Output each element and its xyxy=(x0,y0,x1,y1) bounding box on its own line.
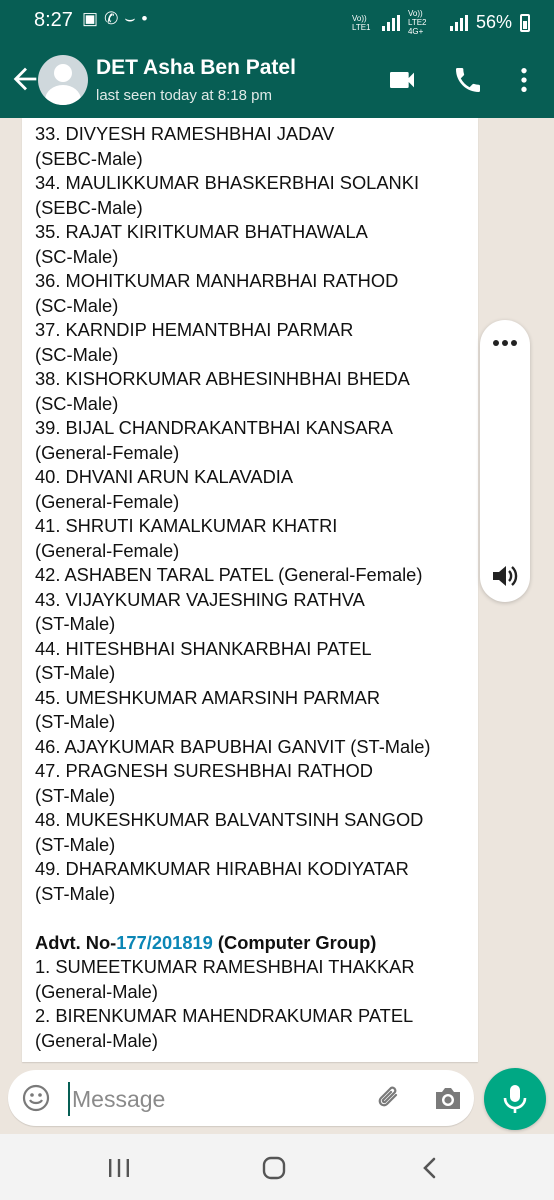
gallery-icon: ▣ xyxy=(82,9,105,28)
sim2-label: Vo)) LTE2 4G+ xyxy=(407,9,427,36)
last-seen-status[interactable]: last seen today at 8:18 pm xyxy=(96,87,272,104)
message-line: (General-Female) xyxy=(35,441,180,463)
mic-button[interactable] xyxy=(484,1068,546,1130)
message-line: 38. KISHORKUMAR ABHESINHBHAI BHEDA xyxy=(35,368,410,389)
sim1-label: Vo)) LTE1 xyxy=(351,13,371,32)
message-input[interactable] xyxy=(68,1082,364,1116)
contact-name[interactable]: DET Asha Ben Patel xyxy=(96,56,296,79)
message-line: (ST-Male) xyxy=(35,833,116,855)
attach-icon[interactable] xyxy=(374,1083,404,1113)
message-line: 37. KARNDIP HEMANTBHAI PARMAR xyxy=(35,319,354,340)
back-icon[interactable] xyxy=(420,1156,440,1180)
battery-icon xyxy=(520,14,530,32)
message-line: 44. HITESHBHAI SHANKARBHAI PATEL xyxy=(35,637,372,659)
message-line: 39. BIJAL CHANDRAKANTBHAI KANSARA xyxy=(35,417,393,438)
message-line: (SEBC-Male) xyxy=(35,196,143,218)
message-line: 43. VIJAYKUMAR VAJESHING RATHVA xyxy=(35,588,365,610)
status-time: 8:27 xyxy=(34,9,73,31)
message-line: (ST-Male) xyxy=(35,662,116,683)
message-line: (ST-Male) xyxy=(35,711,116,732)
message-line: (General-Male) xyxy=(35,1029,158,1051)
message-line: (SC-Male) xyxy=(35,245,119,267)
message-line: (SC-Male) xyxy=(35,294,119,316)
message-line: (General-Female) xyxy=(35,490,180,512)
mic-icon xyxy=(502,1084,528,1114)
message-line: 45. UMESHKUMAR AMARSINH PARMAR xyxy=(35,686,381,708)
message-line: (SEBC-Male) xyxy=(35,147,143,169)
message-line: 35. RAJAT KIRITKUMAR BHATHAWALA xyxy=(35,221,368,242)
message-text xyxy=(35,122,475,1053)
message-line: (ST-Male) xyxy=(35,784,116,806)
status-bar xyxy=(0,0,554,42)
floating-panel xyxy=(480,320,530,602)
advt-group: (Computer Group) xyxy=(212,931,377,953)
message-line: (SC-Male) xyxy=(35,343,119,365)
message-line: (ST-Male) xyxy=(35,882,116,904)
phone-icon[interactable] xyxy=(452,64,484,96)
amazon-icon: ⌣ xyxy=(124,9,142,28)
message-line: (ST-Male) xyxy=(35,613,116,634)
more-options-icon[interactable] xyxy=(490,336,520,350)
status-notification-icons xyxy=(82,9,153,29)
video-call-icon[interactable] xyxy=(386,64,418,96)
more-vert-icon[interactable] xyxy=(508,64,540,96)
message-line: 1. SUMEETKUMAR RAMESHBHAI THAKKAR xyxy=(35,956,415,977)
message-composer xyxy=(8,1070,474,1126)
message-line: 49. DHARAMKUMAR HIRABHAI KODIYATAR xyxy=(35,858,409,879)
speaker-icon[interactable] xyxy=(491,564,519,588)
message-line: (General-Female) xyxy=(35,539,180,561)
message-line: 33. DIVYESH RAMESHBHAI JADAV xyxy=(35,123,335,144)
blank-line xyxy=(35,906,475,931)
avatar-body-shape xyxy=(45,85,81,105)
system-navigation-bar xyxy=(0,1134,554,1200)
advt-prefix: Advt. No- xyxy=(35,931,117,953)
home-icon[interactable] xyxy=(262,1156,286,1180)
advt-number-link[interactable]: 177/201819 xyxy=(116,931,213,953)
back-arrow-icon[interactable] xyxy=(8,62,42,96)
sim1-signal-icon xyxy=(382,15,400,31)
message-line: (General-Male) xyxy=(35,980,158,1002)
message-line: 36. MOHITKUMAR MANHARBHAI RATHOD xyxy=(35,270,399,291)
message-line: 42. ASHABEN TARAL PATEL (General-Female) xyxy=(35,564,423,585)
avatar-head-shape xyxy=(54,64,72,82)
status-right-group xyxy=(352,9,530,36)
message-line: 46. AJAYKUMAR BAPUBHAI GANVIT (ST-Male) xyxy=(35,735,431,757)
camera-icon[interactable] xyxy=(433,1084,463,1112)
message-line: 48. MUKESHKUMAR BALVANTSINH SANGOD xyxy=(35,809,424,830)
message-line: (SC-Male) xyxy=(35,392,119,414)
message-line: 41. SHRUTI KAMALKUMAR KHATRI xyxy=(35,515,338,536)
emoji-icon[interactable] xyxy=(22,1084,50,1112)
message-line: 2. BIRENKUMAR MAHENDRAKUMAR PATEL xyxy=(35,1005,414,1026)
message-bubble[interactable] xyxy=(22,118,478,1062)
message-line: 34. MAULIKKUMAR BHASKERBHAI SOLANKI xyxy=(35,172,420,193)
whatsapp-icon: ✆ xyxy=(104,9,125,28)
avatar[interactable] xyxy=(38,55,88,105)
message-line: 47. PRAGNESH SURESHBHAI RATHOD xyxy=(35,760,373,781)
recent-apps-icon[interactable] xyxy=(106,1158,132,1178)
battery-percent: 56% xyxy=(475,12,512,32)
chat-header xyxy=(0,42,554,118)
message-line: 40. DHVANI ARUN KALAVADIA xyxy=(35,466,294,487)
sim2-signal-icon xyxy=(450,15,468,31)
advt-heading xyxy=(35,931,475,956)
notification-dot-icon: • xyxy=(141,9,154,28)
